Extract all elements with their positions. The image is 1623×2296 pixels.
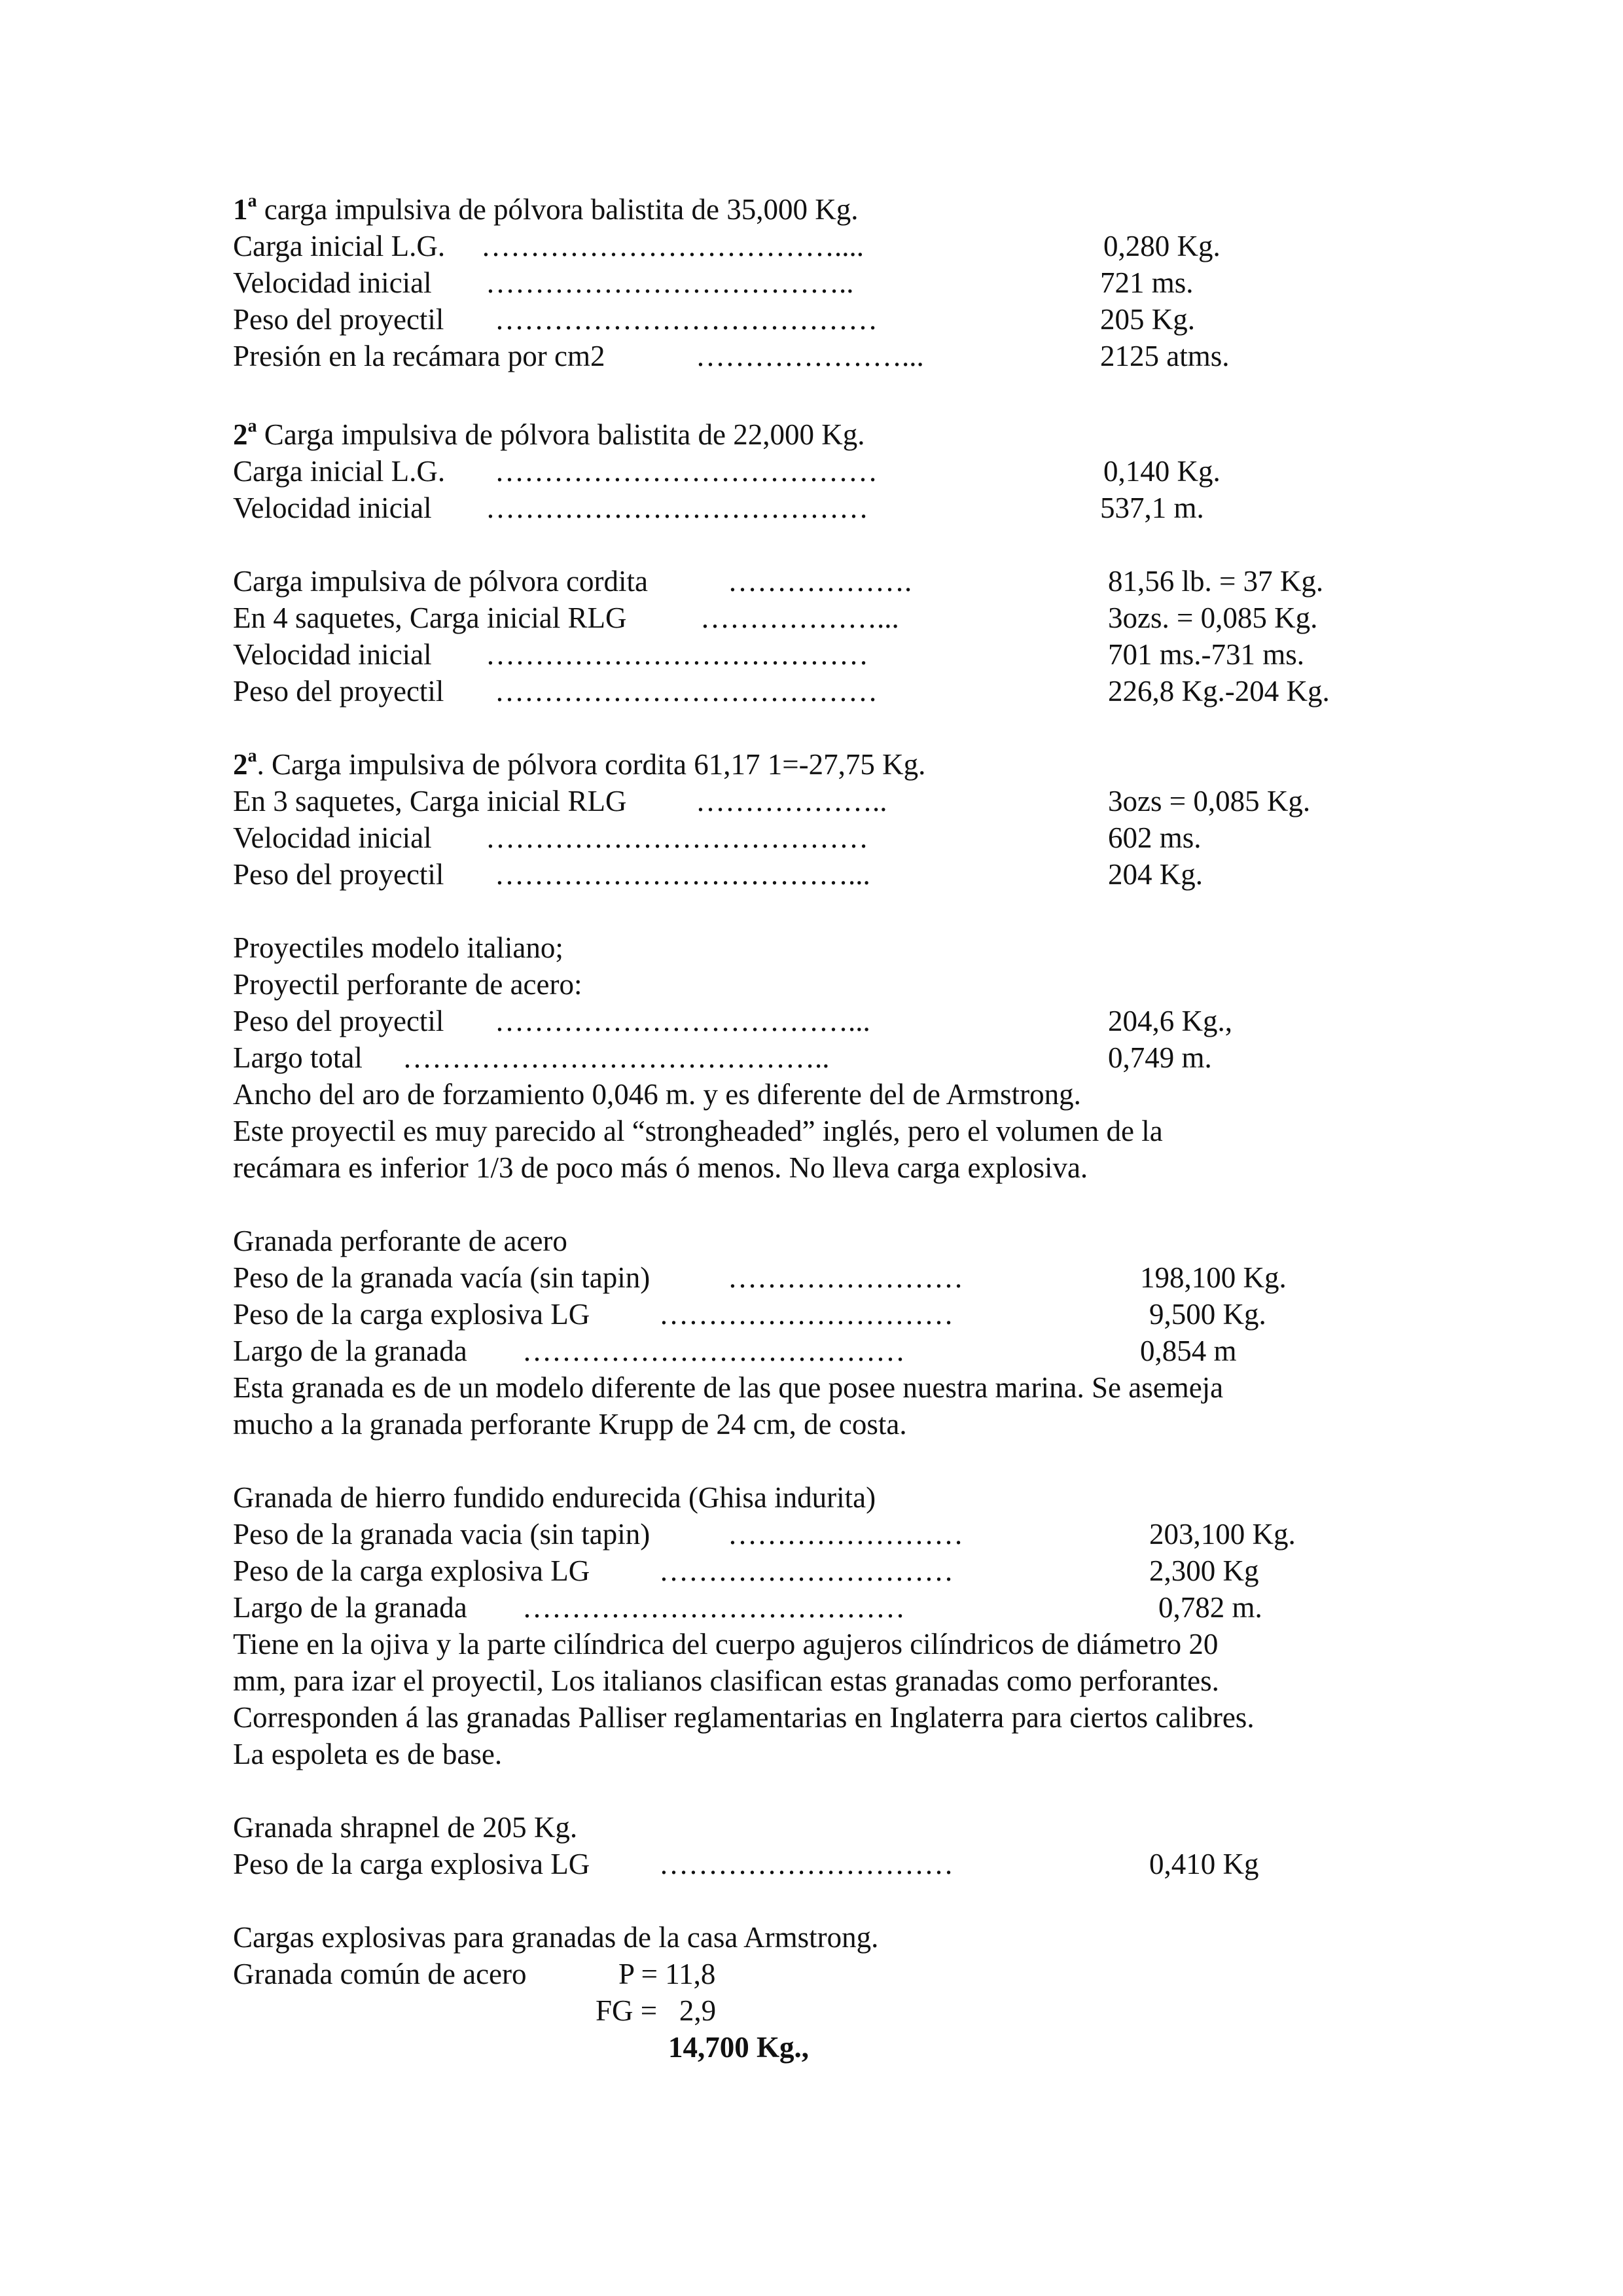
row-label: Largo de la granada	[233, 1335, 467, 1367]
row-label: Largo de la granada	[233, 1591, 467, 1624]
text-line: Proyectil perforante de acero:	[233, 968, 582, 1001]
row-label: Velocidad inicial	[233, 266, 432, 299]
row-value: 204,6 Kg.,	[1108, 1005, 1232, 1037]
row-value: 0,782 m.	[1158, 1591, 1262, 1624]
row-value: 205 Kg.	[1100, 303, 1195, 336]
text-line: Cargas explosivas para granadas de la casa Armstrong.	[233, 1921, 879, 1954]
text-line: La espoleta es de base.	[233, 1738, 503, 1770]
row-label: Peso del proyectil	[233, 858, 444, 891]
row-value: 81,56 lb. = 37 Kg.	[1108, 565, 1324, 598]
row-label: Carga impulsiva de pólvora cordita	[233, 565, 648, 598]
leader-dots: …………………………………	[495, 455, 878, 488]
row-value: 0,140 Kg.	[1103, 455, 1221, 488]
row-label: Peso del proyectil	[233, 675, 444, 708]
text-line: recámara es inferior 1/3 de poco más ó menos. No lleva carga explosiva.	[233, 1151, 1088, 1184]
text-line: mm, para izar el proyectil, Los italianos clasifican estas granadas como perforantes.	[233, 1664, 1219, 1697]
row-value: 602 ms.	[1108, 821, 1202, 854]
row-label: Peso de la granada vacía (sin tapin)	[233, 1261, 651, 1294]
leader-dots: …………………………	[659, 1298, 954, 1331]
text-line: Este proyectil es muy parecido al “strongheaded” inglés, pero el volumen de la	[233, 1115, 1163, 1147]
row-value: 9,500 Kg.	[1149, 1298, 1266, 1331]
row-value: 721 ms.	[1100, 266, 1194, 299]
leader-dots: ………………………………...	[495, 1005, 870, 1037]
row-value: 537,1 m.	[1100, 492, 1204, 524]
row-label: Velocidad inicial	[233, 638, 432, 671]
composition-fg: FG = 2,9	[596, 1994, 717, 2027]
leader-dots: ………………………………...	[495, 858, 870, 891]
leader-dots: …………………………………	[522, 1335, 905, 1367]
composition-p: P = 11,8	[618, 1958, 716, 1990]
leader-dots: …………………………………	[486, 821, 868, 854]
row-value: 701 ms.-731 ms.	[1108, 638, 1305, 671]
leader-dots: …………………………	[659, 1848, 954, 1880]
row-label: Peso de la carga explosiva LG	[233, 1298, 590, 1331]
row-label: En 3 saquetes, Carga inicial RLG	[233, 785, 627, 817]
row-value: 204 Kg.	[1108, 858, 1203, 891]
leader-dots: ……………………	[728, 1518, 963, 1551]
text-line: mucho a la granada perforante Krupp de 24 cm, de costa.	[233, 1408, 907, 1441]
row-value: 198,100 Kg.	[1140, 1261, 1287, 1294]
row-label: Carga inicial L.G.	[233, 455, 446, 488]
leader-dots: ………………..	[696, 785, 887, 817]
row-value: 3ozs. = 0,085 Kg.	[1108, 601, 1318, 634]
leader-dots: ……………………………………..	[402, 1041, 830, 1074]
leader-dots: …………………...	[696, 340, 924, 372]
row-value: 226,8 Kg.-204 Kg.	[1108, 675, 1330, 708]
row-value: 0,854 m	[1140, 1335, 1237, 1367]
row-value: 0,410 Kg	[1149, 1848, 1259, 1880]
leader-dots: ……………………	[728, 1261, 963, 1294]
text-line: Corresponden á las granadas Palliser reglamentarias en Inglaterra para ciertos calibres.	[233, 1701, 1255, 1734]
section-4-heading: 2$^a$. Carga impulsiva de pólvora cordita 61,17 1=-27,75 Kg.	[233, 745, 926, 781]
row-label: Velocidad inicial	[233, 492, 432, 524]
row-value: 203,100 Kg.	[1149, 1518, 1296, 1551]
row-label: Velocidad inicial	[233, 821, 432, 854]
leader-dots: …………………………………	[495, 675, 878, 708]
text-line: Granada de hierro fundido endurecida (Ghisa indurita)	[233, 1481, 876, 1514]
section-2-heading: 2$^a$ Carga impulsiva de pólvora balistita de 22,000 Kg.	[233, 416, 865, 451]
composition-total: 14,700 Kg.,	[668, 2031, 810, 2064]
leader-dots: …………………………………	[522, 1591, 905, 1624]
row-label: Peso de la granada vacia (sin tapin)	[233, 1518, 651, 1551]
row-label: En 4 saquetes, Carga inicial RLG	[233, 601, 627, 634]
row-label: Presión en la recámara por cm2	[233, 340, 605, 372]
row-value: 2125 atms.	[1100, 340, 1230, 372]
row-label: Peso de la carga explosiva LG	[233, 1848, 590, 1880]
leader-dots: …………………………………	[486, 492, 868, 524]
row-label: Carga inicial L.G.	[233, 230, 446, 262]
text-line: Esta granada es de un modelo diferente de las que posee nuestra marina. Se asemeja	[233, 1371, 1224, 1404]
text-line: Granada shrapnel de 205 Kg.	[233, 1811, 578, 1844]
leader-dots: …………………………	[659, 1554, 954, 1587]
row-value: 0,280 Kg.	[1103, 230, 1221, 262]
row-label: Peso de la carga explosiva LG	[233, 1554, 590, 1587]
leader-dots: …………………………………	[486, 638, 868, 671]
row-value: 0,749 m.	[1108, 1041, 1212, 1074]
section-1-heading: 1$^a$ carga impulsiva de pólvora balistita de 35,000 Kg.	[233, 190, 859, 226]
row-label: Peso del proyectil	[233, 1005, 444, 1037]
leader-dots: …………………………………	[495, 303, 878, 336]
row-value: 2,300 Kg	[1149, 1554, 1259, 1587]
leader-dots: ………………………………..	[486, 266, 854, 299]
text-line: Proyectiles modelo italiano;	[233, 931, 563, 964]
row-value: 3ozs = 0,085 Kg.	[1108, 785, 1311, 817]
text-line: Tiene en la ojiva y la parte cilíndrica del cuerpo agujeros cilíndricos de diámetro 20	[233, 1628, 1219, 1660]
row-label: Peso del proyectil	[233, 303, 444, 336]
text-line: Granada perforante de acero	[233, 1225, 567, 1257]
text-line: Ancho del aro de forzamiento 0,046 m. y es diferente del de Armstrong.	[233, 1078, 1081, 1111]
composition-label: Granada común de acero	[233, 1958, 527, 1990]
row-label: Largo total	[233, 1041, 363, 1074]
leader-dots: ………………………………....	[481, 230, 864, 262]
leader-dots: ………………...	[700, 601, 899, 634]
leader-dots: ……………….	[728, 565, 912, 598]
